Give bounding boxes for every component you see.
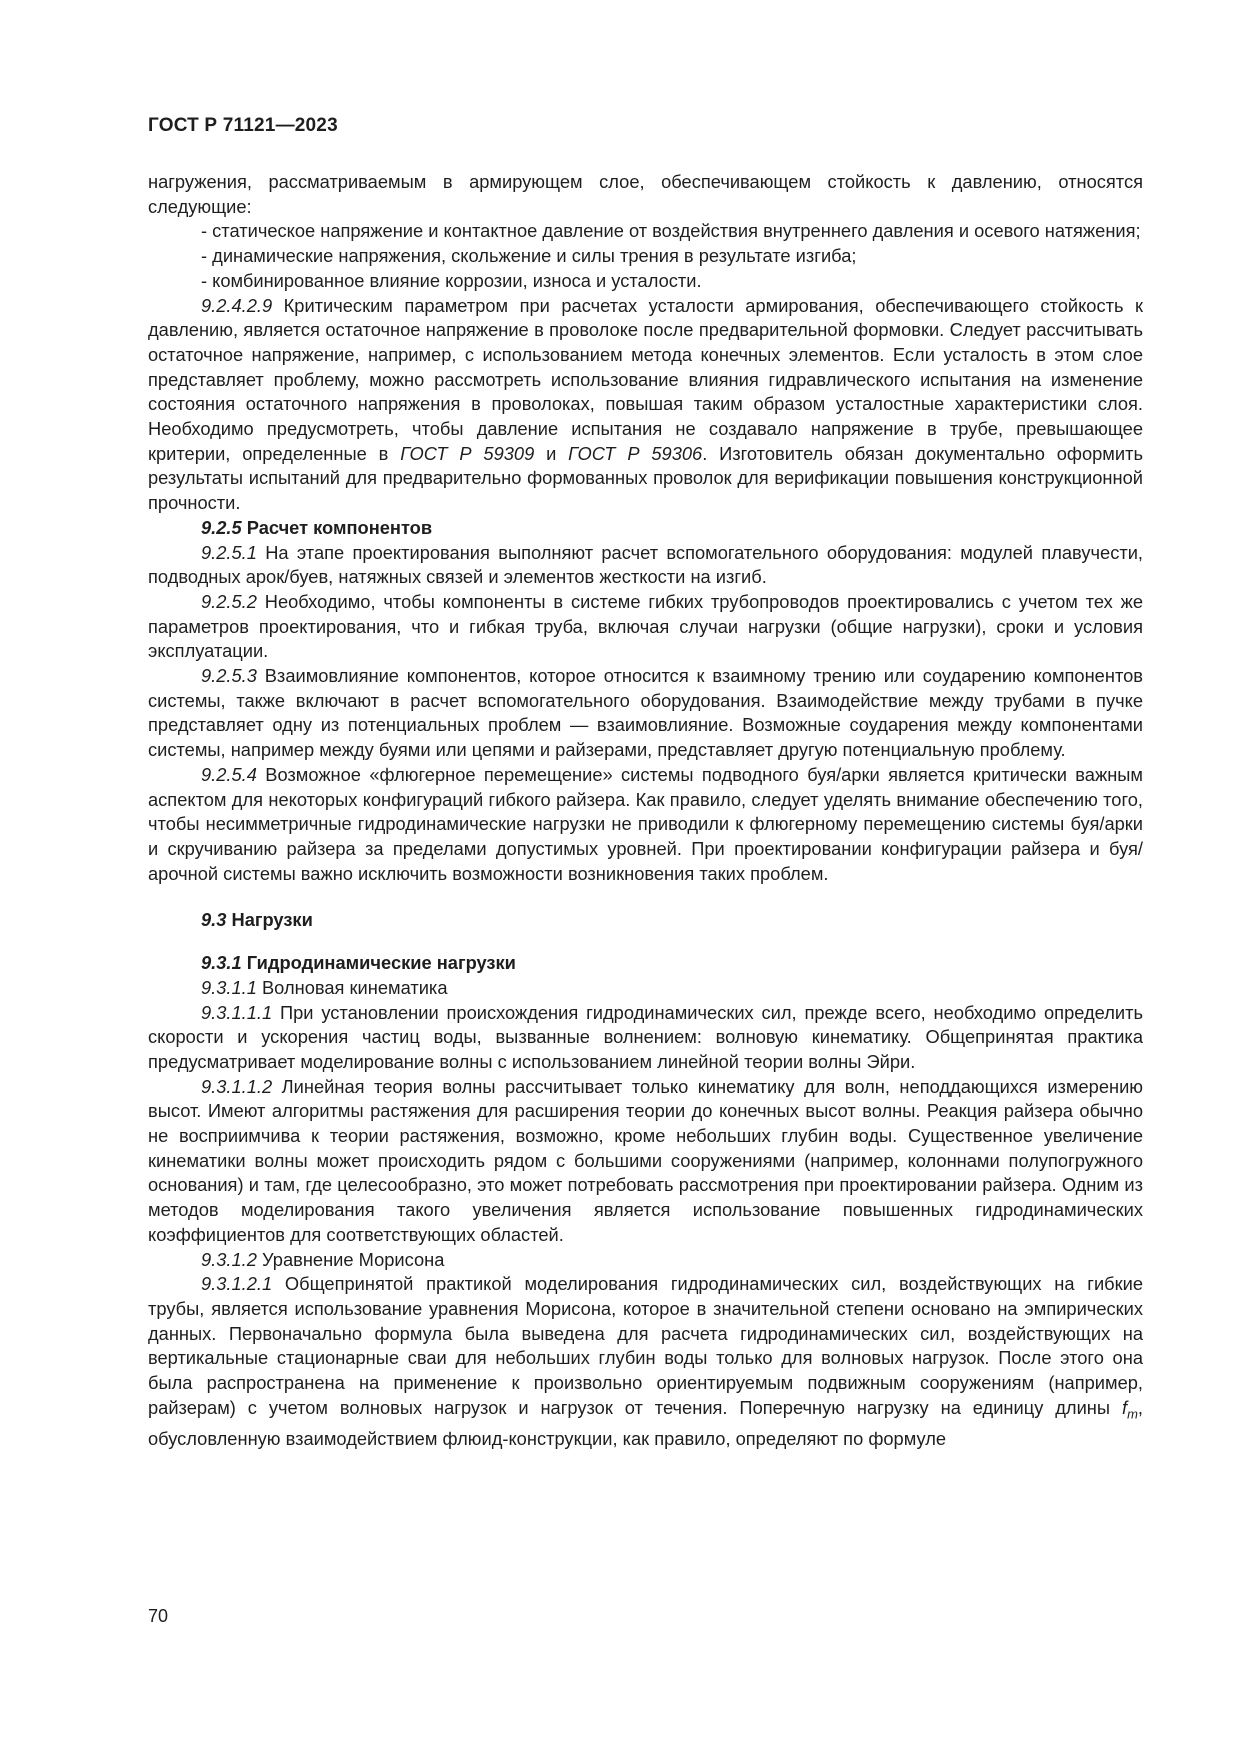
clause-9-3-1-2-1 — [148, 1272, 1143, 1452]
list-item: - комбинированное влияние коррозии, износа и усталости. — [201, 269, 702, 291]
subsection-9-3-1-2 — [148, 1248, 1143, 1273]
clause-number: 9.2.5.2 — [201, 590, 257, 612]
clause-number: 9.3.1.1 — [201, 976, 257, 998]
section-title: Нагрузки — [226, 909, 313, 931]
section-number: 9.3 — [201, 909, 227, 931]
clause-9-2-5-1 — [148, 541, 1143, 590]
clause-number: 9.3.1.2.1 — [201, 1273, 273, 1295]
section-heading-9-2-5 — [148, 516, 1143, 541]
clause-text: Взаимовлияние компонентов, которое относится к взаимному трению или соударению компонентов системы, также включают в расчет вспомогательного оборудования. Взаимодействие между трубами в пучке представляет одну из потенциальных проблем — взаимовлияние. Возможные соударения между компонентами системы, например между буями или цепями и райзерами, представляет другую потенциальную проблему. — [148, 665, 1143, 761]
clause-text: Необходимо, чтобы компоненты в системе гибких трубопроводов проектировались с учетом тех же параметров проектирования, что и гибкая труба, включая случаи нагрузки (общие нагрузки), сроки и условия эксплуатации. — [148, 590, 1143, 662]
subsection-title: Уравнение Морисона — [256, 1248, 445, 1270]
subsection-title: Волновая кинематика — [256, 976, 448, 998]
section-title: Расчет компонентов — [241, 516, 433, 538]
list-item: - статическое напряжение и контактное давление от воздействия внутреннего давления и осевого натяжения; — [201, 220, 1141, 242]
clause-9-2-5-3 — [148, 664, 1143, 763]
document-header: ГОСТ Р 71121—2023 — [148, 115, 338, 136]
intro-paragraph: нагружения, рассматриваемым в армирующем слое, обеспечивающем стойкость к давлению, относятся следующие: — [148, 171, 1143, 217]
clause-9-3-1-1-1 — [148, 1001, 1143, 1075]
clause-number: 9.2.5.4 — [201, 763, 257, 785]
clause-text: Критическим параметром при расчетах усталости армирования, обеспечивающего стойкость к давлению, является остаточное напряжение в проволоке после предварительной формовки. Следует рассчитывать остаточное напряжение, например, с использованием метода конечных элементов. Если усталость в этом слое представляет проблему, можно рассмотреть использование влияния гидравлического испытания на изменение состояния остаточного напряжения в проволоках, повышая таким образом усталостные характеристики слоя. Необходимо предусмотреть, чтобы давление испытания не создавало напряжение в трубе, превышающее критерии, определенные в — [148, 294, 1143, 464]
clause-text: При установлении происхождения гидродинамических сил, прежде всего, необходимо определить скорости и ускорения частиц воды, вызванные волнением: волновую кинематику. Общепринятая практика предусматривает моделирование волны с использованием линейной теории волны Эйри. — [148, 1001, 1143, 1072]
formula-symbol: $f_m$ — [1121, 1396, 1138, 1422]
subsection-9-3-1-1 — [148, 976, 1143, 1001]
clause-text: Возможное «флюгерное перемещение» системы подводного буя/арки является критически важным аспектом для некоторых конфигураций гибкого райзера. Как правило, следует уделять внимание обеспечению того, чтобы несимметричные гидродинамические нагрузки не приводили к флюгерному перемещению системы буя/арки и скручиванию райзера за пределами допустимых уровней. При проектировании конфигурации райзера и буя/арочной системы важно исключить возможности возникновения таких проблем. — [148, 763, 1143, 884]
page-body — [148, 170, 1143, 1452]
clause-9-2-4-2-9 — [148, 294, 1143, 516]
clause-number: 9.3.1.1.1 — [201, 1001, 273, 1023]
section-title: Гидродинамические нагрузки — [241, 952, 516, 974]
clause-text: и — [534, 442, 569, 464]
clause-text: . Изготовитель обязан документально оформить результаты испытаний для предварительно формованных проволок для верификации повышения конструкционной прочности. — [148, 442, 1143, 514]
clause-text: На этапе проектирования выполняют расчет вспомогательного оборудования: модулей плавучести, подводных арок/буев, натяжных связей и элементов жесткости на изгиб. — [148, 541, 1143, 588]
section-heading-9-3 — [148, 908, 1143, 933]
clause-number: 9.2.4.2.9 — [201, 294, 273, 316]
clause-9-2-5-2 — [148, 590, 1143, 664]
clause-number: 9.3.1.1.2 — [201, 1075, 273, 1097]
clause-text: Линейная теория волны рассчитывает только кинематику для волн, неподдающихся измерению высот. Имеют алгоритмы растяжения для расширения теории до конечных высот волны. Реакция райзера обычно не восприимчива к теории растяжения, возможно, кроме небольших глубин воды. Существенное увеличение кинематики волны может происходить рядом с большими сооружениями (например, колоннами полупогружного основания) и там, где целесообразно, это может потребовать рассмотрения при проектировании райзера. Одним из методов моделирования такого увеличения является использование повышенных гидродинамических коэффициентов для соответствующих областей. — [148, 1075, 1143, 1245]
standard-reference: ГОСТ Р 59306 — [568, 442, 703, 464]
clause-text: , обусловленную взаимодействием флюид-конструкции, как правило, определяют по формуле — [148, 1396, 1143, 1450]
section-number: 9.3.1 — [201, 952, 242, 974]
standard-reference: ГОСТ Р 59309 — [400, 442, 535, 464]
page-number: 70 — [148, 1606, 169, 1626]
clause-9-3-1-1-2 — [148, 1075, 1143, 1248]
clause-number: 9.3.1.2 — [201, 1248, 257, 1270]
section-number: 9.2.5 — [201, 516, 242, 538]
clause-number: 9.2.5.3 — [201, 665, 257, 687]
section-heading-9-3-1 — [148, 951, 1143, 976]
list-item: - динамические напряжения, скольжение и силы трения в результате изгиба; — [201, 245, 857, 267]
clause-number: 9.2.5.1 — [201, 541, 257, 563]
clause-text: Общепринятой практикой моделирования гидродинамических сил, воздействующих на гибкие трубы, является использование уравнения Морисона, которое в значительной степени основано на эмпирических данных. Первоначально формула была выведена для расчета гидродинамических сил, воздействующих на вертикальные стационарные сваи для небольших глубин воды только для волновых нагрузок. После этого она была распространена на применение к произвольно ориентируемым подвижным сооружениям (например, райзерам) с учетом волновых нагрузок и нагрузок от течения. Поперечную нагрузку на единицу длины — [148, 1273, 1143, 1418]
clause-9-2-5-4 — [148, 763, 1143, 887]
